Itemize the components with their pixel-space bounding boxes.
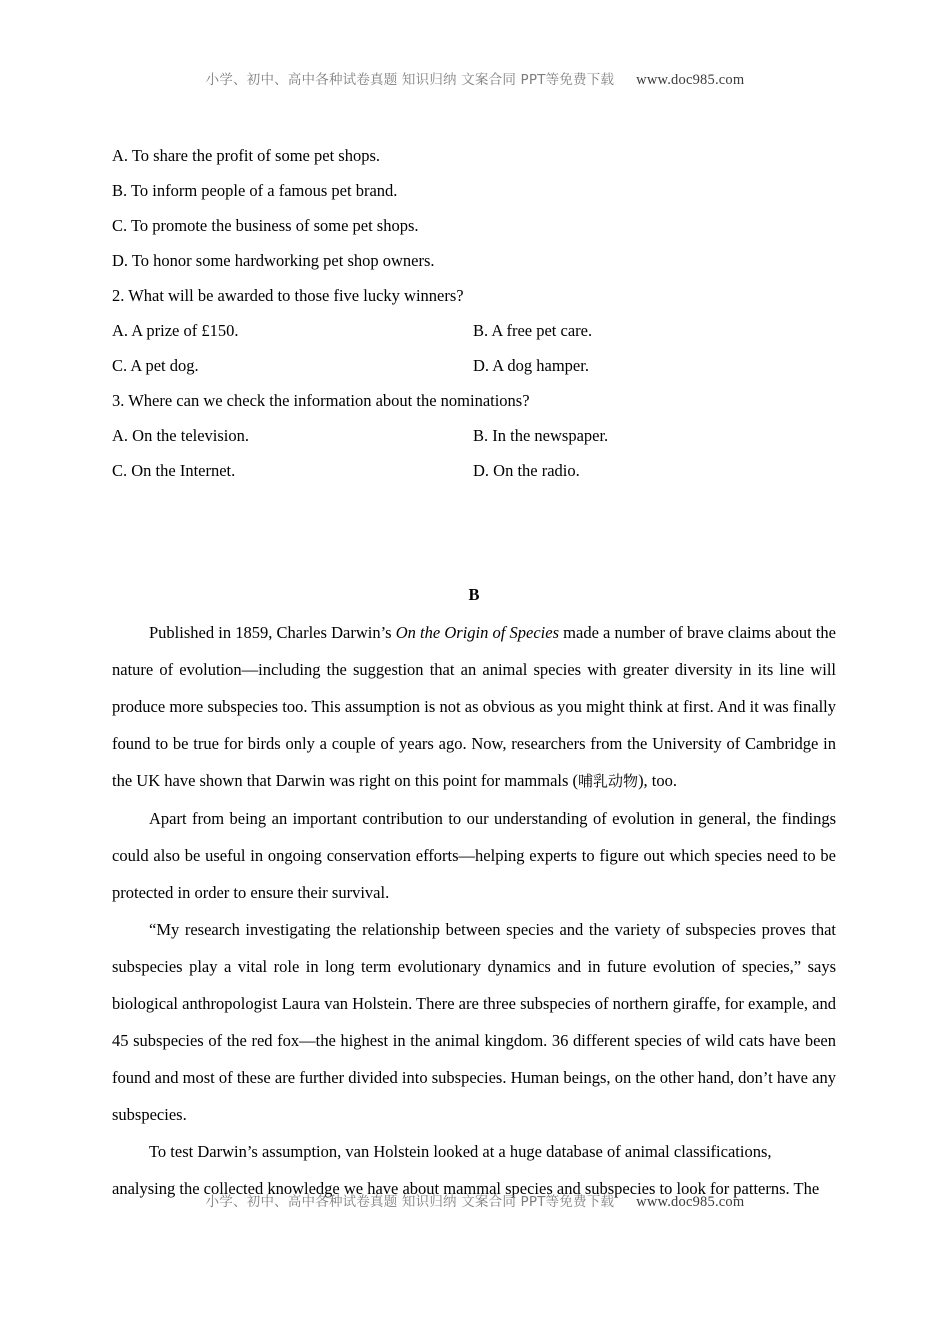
question-3-stem: 3. Where can we check the information about the nominations? <box>112 391 530 410</box>
q2-option-row-2 <box>112 348 836 383</box>
q1-option-a: A. To share the profit of some pet shops. <box>112 146 380 165</box>
q2-option-c: C. A pet dog. <box>112 356 199 375</box>
section-spacer <box>112 488 836 580</box>
q2-option-a: A. A prize of £150. <box>112 321 239 340</box>
running-header <box>0 68 950 89</box>
running-header-chinese: 小学、初中、高中各种试卷真题 知识归纳 文案合同 PPT等免费下载 <box>205 72 615 88</box>
passage-paragraph-4: To test Darwin’s assumption, van Holstein looked at a huge database of animal classifications, analysing the collected knowledge we have about mammal species and subspecies to look for patterns. The <box>112 1142 820 1198</box>
running-header-url: www.doc985.com <box>636 72 745 88</box>
q1-option-d: D. To honor some hardworking pet shop owners. <box>112 251 435 270</box>
passage-paragraph-1 <box>112 614 836 800</box>
passage-section-letter: B <box>468 585 480 604</box>
q1-option-b: B. To inform people of a famous pet brand. <box>112 181 398 200</box>
q3-option-c: C. On the Internet. <box>112 461 236 480</box>
q3-option-row-2 <box>112 453 836 488</box>
running-footer-chinese: 小学、初中、高中各种试卷真题 知识归纳 文案合同 PPT等免费下载 <box>205 1194 615 1210</box>
para1-chinese-gloss: 哺乳动物 <box>578 772 639 790</box>
passage-paragraph-3: “My research investigating the relationship between species and the variety of subspecies proves that subspecies play a vital role in long term evolutionary dynamics and in future evolution of species,” says biological anthropologist Laura van Holstein. There are three subspecies of northern giraffe, for example, and 45 subspecies of the red fox—the highest in the animal kingdom. 36 different species of wild cats have been found and most of these are further divided into subspecies. Human beings, on the other hand, don’t have any subspecies. <box>112 920 836 1124</box>
q2-option-d: D. A dog hamper. <box>473 356 589 375</box>
question-2-stem: 2. What will be awarded to those five lucky winners? <box>112 286 464 305</box>
q3-option-a: A. On the television. <box>112 426 250 445</box>
book-title-italic: On the Origin of Species <box>395 623 560 642</box>
page-body <box>112 138 836 1207</box>
para1-body-text: made a number of brave claims about the nature of evolution—including the suggestion that an animal species with greater diversity in its line will produce more subspecies too. This assumption is not as obvious as you might think at first. And it was finally found to be true for birds only a couple of years ago. Now, researchers from the University of Cambridge in the UK have shown that Darwin was right on this point for mammals ( <box>112 623 837 790</box>
q3-option-b: B. In the newspaper. <box>473 426 609 445</box>
passage-paragraph-2: Apart from being an important contribution to our understanding of evolution in general, the findings could also be useful in ongoing conservation efforts—helping experts to figure out which species need to be protected in order to ensure their survival. <box>112 809 836 902</box>
para1-lead-text: Published in 1859, Charles Darwin’s <box>149 623 396 642</box>
para1-tail-text: ), too. <box>638 771 678 790</box>
running-footer <box>0 1190 950 1211</box>
q1-option-c: C. To promote the business of some pet shops. <box>112 216 419 235</box>
q3-option-row-1 <box>112 418 836 453</box>
q3-option-d: D. On the radio. <box>473 461 580 480</box>
running-footer-url: www.doc985.com <box>636 1194 745 1210</box>
q2-option-b: B. A free pet care. <box>473 321 593 340</box>
q2-option-row-1 <box>112 313 836 348</box>
